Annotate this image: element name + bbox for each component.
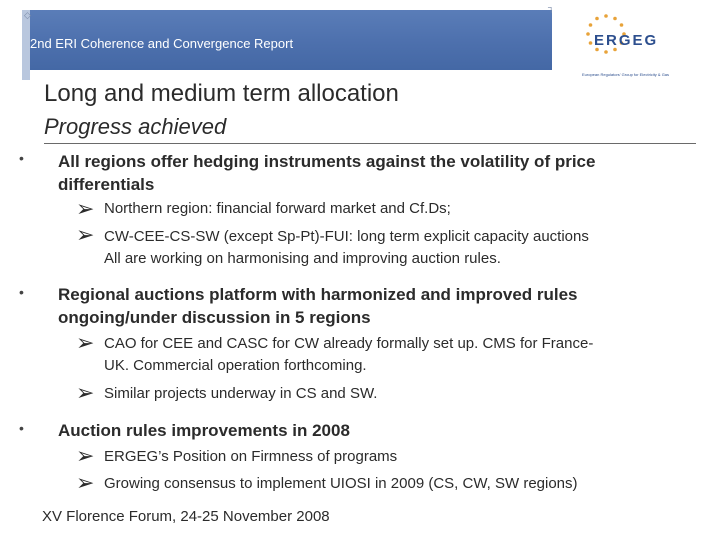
bullet-line: ongoing/under discussion in 5 regions (58, 308, 371, 327)
sub-bullet-text (104, 226, 589, 270)
sub-bullet-line: Growing consensus to implement UIOSI in 2009 (CS, CW, SW regions) (104, 475, 578, 492)
arrow-bullet-icon: ➢ (76, 196, 95, 221)
bullet-line: differentials (58, 175, 155, 194)
arrow-bullet-icon: ➢ (76, 443, 95, 468)
page-subtitle: Progress achieved (44, 114, 227, 139)
arrow-bullet-icon: ➢ (76, 222, 95, 247)
corner-marker-icon: ┐ (548, 2, 555, 12)
sub-bullet-line: Northern region: financial forward market and Cf.Ds; (104, 200, 451, 217)
sub-bullet-text (104, 446, 397, 468)
header-title: 2nd ERI Coherence and Convergence Report (30, 36, 294, 51)
sub-bullet-text (104, 473, 578, 495)
corner-marker-icon: ◇ (24, 10, 31, 20)
bullet-line: Regional auctions platform with harmonized and improved rules (58, 285, 578, 304)
bullet-text (58, 150, 595, 196)
arrow-bullet-icon: ➢ (76, 470, 95, 495)
bullet-line: Auction rules improvements in 2008 (58, 421, 350, 440)
arrow-bullet-icon: ➢ (76, 330, 95, 355)
arrow-bullet-icon: ➢ (76, 380, 95, 405)
sub-bullet-text (104, 333, 593, 377)
logo-text: ERGEG (594, 32, 659, 49)
bullet-text (58, 283, 578, 329)
bullet-dot-icon: • (19, 420, 24, 436)
sub-bullet-text (104, 198, 451, 220)
sub-bullet-line: CAO for CEE and CASC for CW already formally set up. CMS for France- (104, 335, 594, 352)
bullet-dot-icon: • (19, 284, 24, 300)
page-title: Long and medium term allocation (44, 80, 399, 107)
title-divider (44, 143, 696, 144)
sub-bullet-line: All are working on harmonising and improving auction rules. (104, 250, 501, 267)
logo-subtitle: European Regulators' Group for Electricity & Gas (582, 72, 670, 77)
sub-bullet-text (104, 383, 377, 405)
sub-bullet-line: CW-CEE-CS-SW (except Sp-Pt)-FUI: long term explicit capacity auctions (104, 228, 589, 245)
sub-bullet-line: UK. Commercial operation forthcoming. (104, 357, 367, 374)
sub-bullet-line: ERGEG’s Position on Firmness of programs (104, 448, 398, 465)
sub-bullet-line: Similar projects underway in CS and SW. (104, 385, 378, 402)
bullet-text (58, 419, 350, 442)
ergeg-logo (580, 8, 685, 77)
footer-text: XV Florence Forum, 24-25 November 2008 (42, 508, 330, 525)
bullet-dot-icon: • (19, 150, 24, 166)
bullet-line: All regions offer hedging instruments against the volatility of price (58, 152, 596, 171)
